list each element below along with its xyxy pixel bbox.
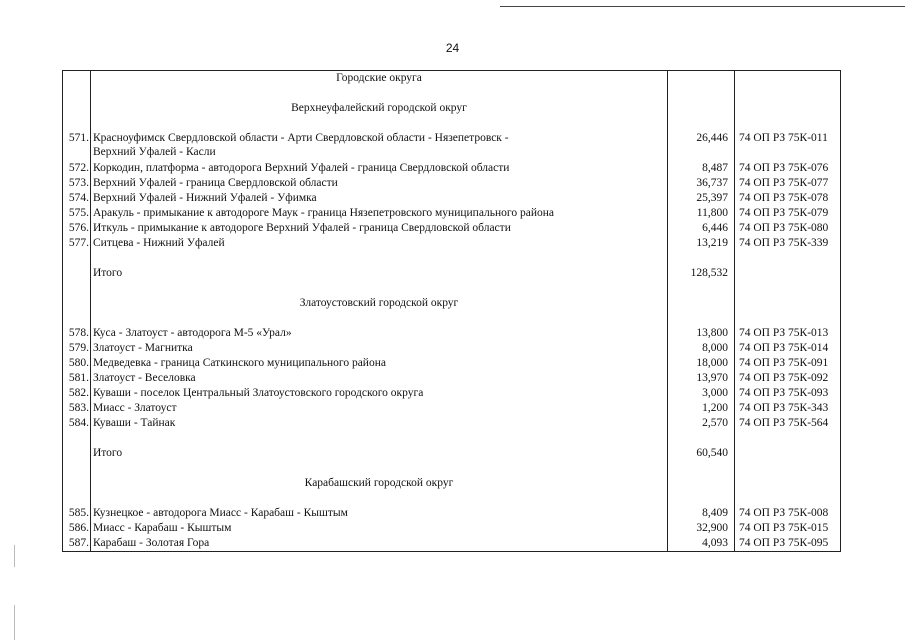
road-length: 18,000 [668,356,735,371]
table-header-row [63,71,841,87]
row-number: 583. [63,401,91,416]
table-row [63,416,841,431]
road-name: Ситцева - Нижний Уфалей [91,236,668,251]
section-title-row [63,296,841,311]
total-row [63,446,841,461]
table-row [63,326,841,341]
roads-table [62,70,841,552]
row-number: 572. [63,161,91,176]
road-name: Куваши - Тайнак [91,416,668,431]
row-number: 586. [63,521,91,536]
road-code: 74 ОП РЗ 75К-014 [735,341,841,356]
table-row [63,356,841,371]
section-title: Верхнеуфалейский городской округ [91,101,668,116]
road-code: 74 ОП РЗ 75К-011 [735,131,841,161]
road-code: 74 ОП РЗ 75К-077 [735,176,841,191]
row-number: 574. [63,191,91,206]
road-code: 74 ОП РЗ 75К-013 [735,326,841,341]
road-name: Куса - Златоуст - автодорога М-5 «Урал» [91,326,668,341]
road-length: 36,737 [668,176,735,191]
section-title: Карабашский городской округ [91,476,668,491]
road-name: Куваши - поселок Центральный Златоустовского городского округа [91,386,668,401]
road-name: Миасс - Карабаш - Кыштым [91,521,668,536]
section-title-row [63,101,841,116]
road-length: 13,219 [668,236,735,251]
road-name: Верхний Уфалей - Нижний Уфалей - Уфимка [91,191,668,206]
table-row [63,371,841,386]
total-label: Итого [91,446,668,461]
road-length: 11,800 [668,206,735,221]
road-code: 74 ОП РЗ 75К-079 [735,206,841,221]
road-length: 3,000 [668,386,735,401]
total-label: Итого [91,266,668,281]
section-title: Златоустовский городской округ [91,296,668,311]
row-number: 577. [63,236,91,251]
road-name: Медведевка - граница Саткинского муниципального района [91,356,668,371]
road-length: 4,093 [668,536,735,552]
row-number: 571. [63,131,91,161]
road-code: 74 ОП РЗ 75К-093 [735,386,841,401]
row-number: 582. [63,386,91,401]
page-number: 24 [445,41,460,55]
road-length: 32,900 [668,521,735,536]
table-row [63,236,841,251]
row-number: 585. [63,506,91,521]
road-length: 13,970 [668,371,735,386]
road-name: Аракуль - примыкание к автодороге Маук - граница Нязепетровского муниципального района [91,206,668,221]
table-row [63,386,841,401]
road-length: 8,487 [668,161,735,176]
total-value: 128,532 [668,266,735,281]
table-row [63,536,841,552]
row-number: 575. [63,206,91,221]
table-header: Городские округа [91,71,668,87]
road-name: Верхний Уфалей - граница Свердловской области [91,176,668,191]
road-name: Красноуфимск Свердловской области - Арти Свердловской области - Нязепетровск - Верхний Уфалей - Касли [91,131,668,161]
scan-margin-mark [14,605,15,640]
road-code: 74 ОП РЗ 75К-092 [735,371,841,386]
road-code: 74 ОП РЗ 75К-564 [735,416,841,431]
row-number: 581. [63,371,91,386]
road-name: Коркодин, платформа - автодорога Верхний Уфалей - граница Свердловской области [91,161,668,176]
road-name: Златоуст - Магнитка [91,341,668,356]
road-length: 8,409 [668,506,735,521]
table-row [63,506,841,521]
road-code: 74 ОП РЗ 75К-015 [735,521,841,536]
road-code: 74 ОП РЗ 75К-078 [735,191,841,206]
row-number: 587. [63,536,91,552]
row-number: 576. [63,221,91,236]
row-number: 578. [63,326,91,341]
road-code: 74 ОП РЗ 75К-339 [735,236,841,251]
scan-margin-mark [14,545,15,567]
table-row [63,161,841,176]
road-length: 25,397 [668,191,735,206]
table-row [63,221,841,236]
road-code: 74 ОП РЗ 75К-008 [735,506,841,521]
road-length: 1,200 [668,401,735,416]
table-row [63,341,841,356]
table-row [63,131,841,161]
road-code: 74 ОП РЗ 75К-080 [735,221,841,236]
road-length: 26,446 [668,131,735,161]
road-code: 74 ОП РЗ 75К-091 [735,356,841,371]
row-number: 580. [63,356,91,371]
total-row [63,266,841,281]
row-number: 584. [63,416,91,431]
table-row [63,521,841,536]
road-length: 2,570 [668,416,735,431]
road-name: Миасс - Златоуст [91,401,668,416]
row-number: 579. [63,341,91,356]
road-code: 74 ОП РЗ 75К-076 [735,161,841,176]
road-length: 13,800 [668,326,735,341]
table-row [63,401,841,416]
road-name: Златоуст - Веселовка [91,371,668,386]
top-rule [500,6,905,7]
road-name: Иткуль - примыкание к автодороге Верхний Уфалей - граница Свердловской области [91,221,668,236]
section-title-row [63,476,841,491]
road-length: 6,446 [668,221,735,236]
road-code: 74 ОП РЗ 75К-095 [735,536,841,552]
row-number: 573. [63,176,91,191]
table-row [63,176,841,191]
table-row [63,191,841,206]
total-value: 60,540 [668,446,735,461]
road-name: Карабаш - Золотая Гора [91,536,668,552]
road-code: 74 ОП РЗ 75К-343 [735,401,841,416]
road-length: 8,000 [668,341,735,356]
table-row [63,206,841,221]
road-name: Кузнецкое - автодорога Миасс - Карабаш - Кыштым [91,506,668,521]
